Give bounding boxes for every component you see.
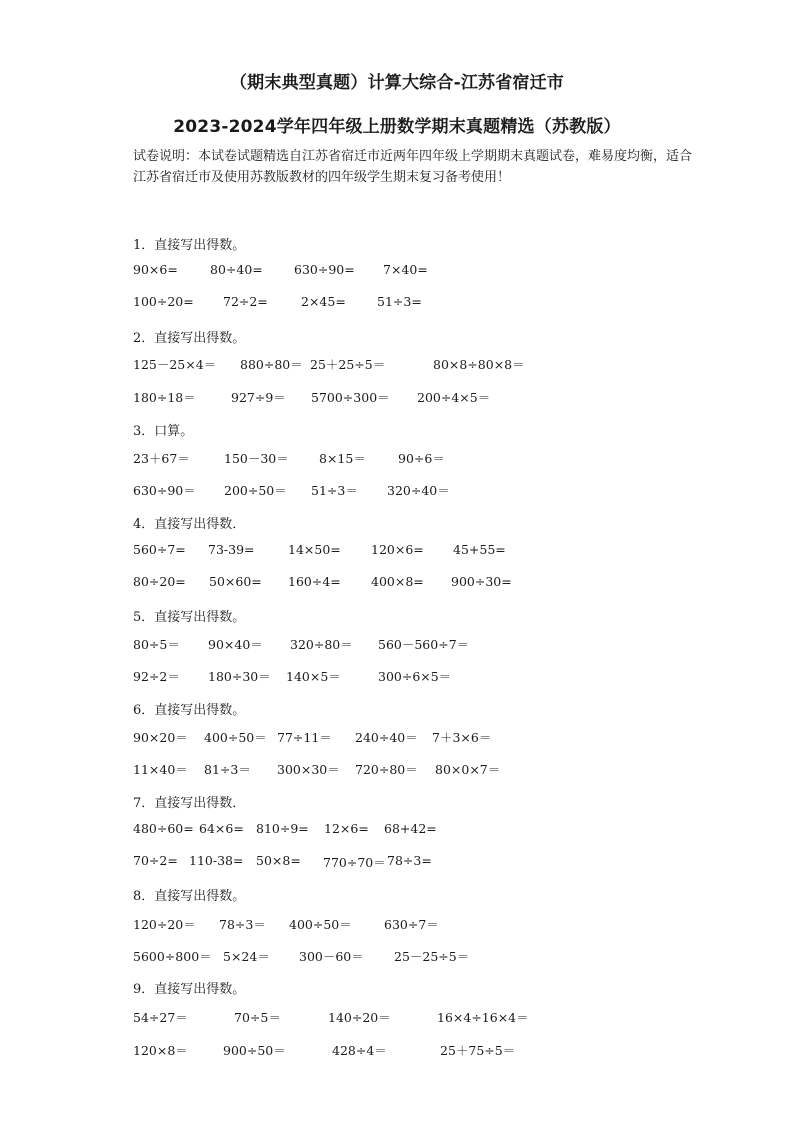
arithmetic-problem: 80×8÷80×8＝: [433, 357, 525, 372]
arithmetic-problem: 14×50=: [288, 542, 341, 557]
problem-row: [133, 294, 733, 312]
arithmetic-problem: 630÷7＝: [384, 917, 439, 932]
arithmetic-problem: 630÷90=: [294, 262, 355, 277]
problem-row: [133, 667, 733, 685]
problem-row: [133, 449, 733, 467]
arithmetic-problem: 8×15＝: [319, 451, 366, 466]
arithmetic-problem: 428÷4＝: [332, 1043, 387, 1058]
arithmetic-problem: 23＋67＝: [133, 451, 190, 466]
arithmetic-problem: 300×30＝: [277, 762, 340, 777]
problem-row: [133, 1041, 733, 1059]
arithmetic-problem: 80÷5＝: [133, 637, 180, 652]
arithmetic-problem: 80÷20=: [133, 574, 186, 589]
arithmetic-problem: 11×40＝: [133, 762, 188, 777]
arithmetic-problem: 5600÷800＝: [133, 949, 212, 964]
arithmetic-problem: 5700÷300＝: [311, 390, 390, 405]
arithmetic-problem: 90×40＝: [208, 637, 263, 652]
arithmetic-problem: 560÷7=: [133, 542, 186, 557]
arithmetic-problem: 51÷3=: [377, 294, 422, 309]
arithmetic-problem: 400×8=: [371, 574, 424, 589]
title-line-1: （期末典型真题）计算大综合-江苏省宿迁市: [229, 73, 565, 93]
arithmetic-problem: 110-38=: [189, 853, 244, 868]
problem-row: [133, 355, 733, 373]
arithmetic-problem: 81÷3＝: [204, 762, 251, 777]
arithmetic-problem: 25＋25÷5＝: [310, 357, 386, 372]
arithmetic-problem: 90×20＝: [133, 730, 188, 745]
arithmetic-problem: 140×5＝: [286, 669, 341, 684]
question-title: 1．直接写出得数。: [133, 238, 246, 253]
question-title: 7．直接写出得数．: [133, 796, 246, 811]
arithmetic-problem: 880÷80＝: [240, 357, 303, 372]
problem-row: [133, 853, 733, 871]
arithmetic-problem: 200÷50＝: [224, 483, 287, 498]
arithmetic-problem: 51÷3＝: [311, 483, 358, 498]
arithmetic-problem: 770÷70＝: [323, 855, 386, 870]
arithmetic-problem: 480÷60=: [133, 821, 194, 836]
arithmetic-problem: 150－30＝: [224, 451, 289, 466]
arithmetic-problem: 25－25÷5＝: [394, 949, 470, 964]
problem-row: [133, 542, 733, 560]
arithmetic-problem: 80×0×7＝: [435, 762, 501, 777]
arithmetic-problem: 45+55=: [453, 542, 506, 557]
arithmetic-problem: 400÷50＝: [289, 917, 352, 932]
arithmetic-problem: 100÷20=: [133, 294, 194, 309]
arithmetic-problem: 120÷20＝: [133, 917, 196, 932]
arithmetic-problem: 64×6=: [199, 821, 244, 836]
arithmetic-problem: 73-39=: [208, 542, 255, 557]
arithmetic-problem: 68+42=: [384, 821, 437, 836]
problem-row: [133, 481, 733, 499]
arithmetic-problem: 7×40=: [383, 262, 428, 277]
arithmetic-problem: 7＋3×6＝: [432, 730, 492, 745]
arithmetic-problem: 90×6=: [133, 262, 178, 277]
arithmetic-problem: 300－60＝: [299, 949, 364, 964]
problem-row: [133, 388, 733, 406]
arithmetic-problem: 70÷2=: [133, 853, 178, 868]
arithmetic-problem: 560－560÷7＝: [378, 637, 470, 652]
problem-row: [133, 635, 733, 653]
arithmetic-problem: 72÷2=: [223, 294, 268, 309]
question-title: 3．口算。: [133, 424, 194, 439]
problem-row: [133, 760, 733, 778]
arithmetic-problem: 720÷80＝: [355, 762, 418, 777]
arithmetic-problem: 927÷9＝: [231, 390, 286, 405]
arithmetic-problem: 2×45=: [301, 294, 346, 309]
problem-row: [133, 728, 733, 746]
exam-description: 试卷说明：本试卷试题精选自江苏省宿迁市近两年四年级上学期期末真题试卷，难易度均衡，适合江苏省宿迁市及使用苏教版教材的四年级学生期末复习备考使用！: [133, 149, 693, 185]
arithmetic-problem: 240÷40＝: [355, 730, 418, 745]
arithmetic-problem: 160÷4=: [288, 574, 341, 589]
arithmetic-problem: 120×8＝: [133, 1043, 188, 1058]
problem-row: [133, 915, 733, 933]
problem-row: [133, 262, 733, 280]
arithmetic-problem: 12×6=: [324, 821, 369, 836]
arithmetic-problem: 70÷5＝: [234, 1010, 281, 1025]
problem-row: [133, 821, 733, 839]
arithmetic-problem: 90÷6＝: [398, 451, 445, 466]
arithmetic-problem: 78÷3＝: [219, 917, 266, 932]
arithmetic-problem: 300÷6×5＝: [378, 669, 452, 684]
title-line-2: 2023-2024学年四年级上册数学期末真题精选（苏教版）: [173, 117, 621, 137]
arithmetic-problem: 125－25×4＝: [133, 357, 217, 372]
arithmetic-problem: 400÷50＝: [204, 730, 267, 745]
arithmetic-problem: 54÷27＝: [133, 1010, 188, 1025]
problem-row: [133, 947, 733, 965]
arithmetic-problem: 78÷3=: [387, 853, 432, 868]
arithmetic-problem: 16×4÷16×4＝: [437, 1010, 529, 1025]
arithmetic-problem: 320÷80＝: [290, 637, 353, 652]
question-title: 8．直接写出得数。: [133, 889, 246, 904]
arithmetic-problem: 80÷40=: [210, 262, 263, 277]
arithmetic-problem: 50×8=: [256, 853, 301, 868]
arithmetic-problem: 77÷11＝: [277, 730, 332, 745]
question-title: 4．直接写出得数．: [133, 517, 246, 532]
arithmetic-problem: 180÷18＝: [133, 390, 196, 405]
arithmetic-problem: 92÷2＝: [133, 669, 180, 684]
question-title: 6．直接写出得数。: [133, 703, 246, 718]
arithmetic-problem: 140÷20＝: [328, 1010, 391, 1025]
arithmetic-problem: 900÷30=: [451, 574, 512, 589]
arithmetic-problem: 180÷30＝: [208, 669, 271, 684]
arithmetic-problem: 900÷50＝: [223, 1043, 286, 1058]
question-title: 9．直接写出得数。: [133, 982, 246, 997]
arithmetic-problem: 320÷40＝: [387, 483, 450, 498]
problem-row: [133, 1008, 733, 1026]
arithmetic-problem: 630÷90＝: [133, 483, 196, 498]
arithmetic-problem: 810÷9=: [256, 821, 309, 836]
question-title: 5．直接写出得数。: [133, 610, 246, 625]
arithmetic-problem: 5×24＝: [223, 949, 270, 964]
question-title: 2．直接写出得数。: [133, 331, 246, 346]
arithmetic-problem: 50×60=: [209, 574, 262, 589]
arithmetic-problem: 25＋75÷5＝: [440, 1043, 516, 1058]
arithmetic-problem: 200÷4×5＝: [417, 390, 491, 405]
problem-row: [133, 574, 733, 592]
arithmetic-problem: 120×6=: [371, 542, 424, 557]
